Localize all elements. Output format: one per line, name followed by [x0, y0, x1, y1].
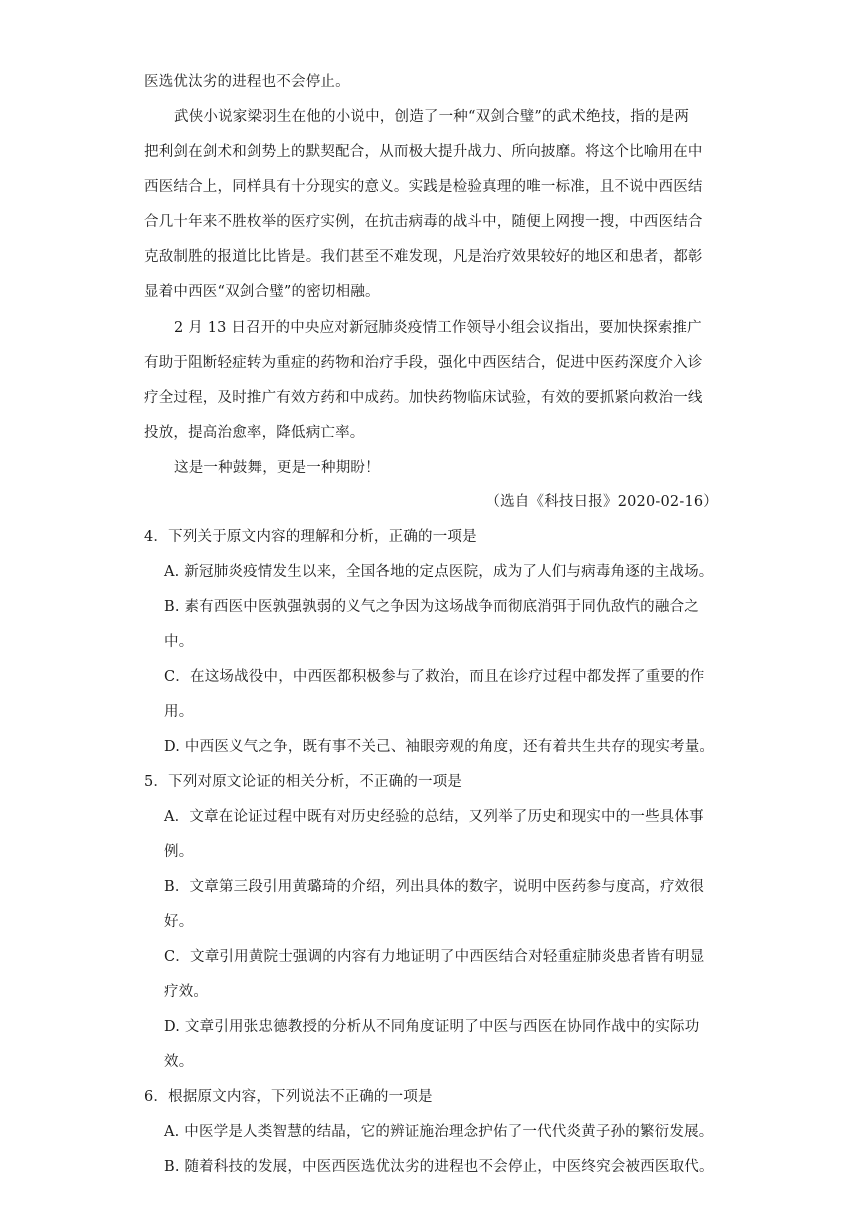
- passage-line: 显着中西医“双剑合璧”的密切相融。: [144, 284, 380, 300]
- question-5-option-a: A．文章在论证过程中既有对历史经验的总结，又列举了历史和现实中的一些具体事: [164, 809, 704, 825]
- passage-line: 疗全过程，及时推广有效方药和中成药。加快药物临床试验，有效的要抓紧向救治一线: [144, 390, 703, 406]
- question-4-option-c-cont: 用。: [164, 704, 194, 720]
- question-4-option-d: D. 中西医义气之争，既有事不关己、袖眼旁观的角度，还有着共生共存的现实考量。: [164, 739, 715, 755]
- question-6-stem: 6．根据原文内容，下列说法不正确的一项是: [144, 1089, 433, 1105]
- passage-line: 投放，提高治愈率，降低病亡率。: [144, 425, 365, 441]
- question-5-option-d-cont: 效。: [164, 1054, 194, 1070]
- passage-line: 医选优汰劣的进程也不会停止。: [144, 74, 350, 90]
- question-4-stem: 4．下列关于原文内容的理解和分析，正确的一项是: [144, 529, 477, 545]
- question-4-option-b-cont: 中。: [164, 634, 194, 650]
- question-5-option-c-cont: 疗效。: [164, 984, 209, 1000]
- passage-line: 武侠小说家梁羽生在他的小说中，创造了一种“双剑合璧”的武术绝技，指的是两: [174, 109, 690, 125]
- passage-line: 有助于阻断轻症转为重症的药物和治疗手段，强化中西医结合，促进中医药深度介入诊: [144, 355, 703, 371]
- question-6-option-a: A. 中医学是人类智慧的结晶，它的辨证施治理念护佑了一代代炎黄子孙的繁衍发展。: [164, 1124, 714, 1140]
- question-4-option-b: B. 素有西医中医孰强孰弱的义气之争因为这场战争而彻底消弭于同仇敌忾的融合之: [164, 599, 699, 615]
- question-4-option-a: A. 新冠肺炎疫情发生以来，全国各地的定点医院，成为了人们与病毒角逐的主战场。: [164, 564, 714, 580]
- passage-line: 2 月 13 日召开的中央应对新冠肺炎疫情工作领导小组会议指出，要加快探索推广: [174, 320, 702, 336]
- question-5-option-b-cont: 好。: [164, 914, 194, 930]
- passage-line: 合几十年来不胜枚举的医疗实例，在抗击病毒的战斗中，随便上网搜一搜，中西医结合: [144, 214, 703, 230]
- passage-line: 西医结合上，同样具有十分现实的意义。实践是检验真理的唯一标准，且不说中西医结: [144, 179, 703, 195]
- question-5-option-c: C．文章引用黄院士强调的内容有力地证明了中西医结合对轻重症肺炎患者皆有明显: [164, 949, 705, 965]
- question-4-option-c: C．在这场战役中，中西医都积极参与了救治，而且在诊疗过程中都发挥了重要的作: [164, 669, 705, 685]
- passage-line: 克敌制胜的报道比比皆是。我们甚至不难发现，凡是治疗效果较好的地区和患者，都彰: [144, 249, 703, 265]
- question-5-option-a-cont: 例。: [164, 844, 194, 860]
- question-5-option-d: D. 文章引用张忠德教授的分析从不同角度证明了中医与西医在协同作战中的实际功: [164, 1019, 700, 1035]
- source-citation: （选自《科技日报》2020-02-16）: [485, 494, 718, 510]
- question-6-option-b: B. 随着科技的发展，中医西医选优汰劣的进程也不会停止，中医终究会被西医取代。: [164, 1159, 714, 1175]
- passage-line: 这是一种鼓舞，更是一种期盼！: [174, 460, 380, 476]
- question-5-option-b: B．文章第三段引用黄璐琦的介绍，列出具体的数字，说明中医药参与度高，疗效很: [164, 879, 705, 895]
- passage-line: 把利剑在剑术和剑势上的默契配合，从而极大提升战力、所向披靡。将这个比喻用在中: [144, 144, 703, 160]
- question-5-stem: 5．下列对原文论证的相关分析，不正确的一项是: [144, 774, 463, 790]
